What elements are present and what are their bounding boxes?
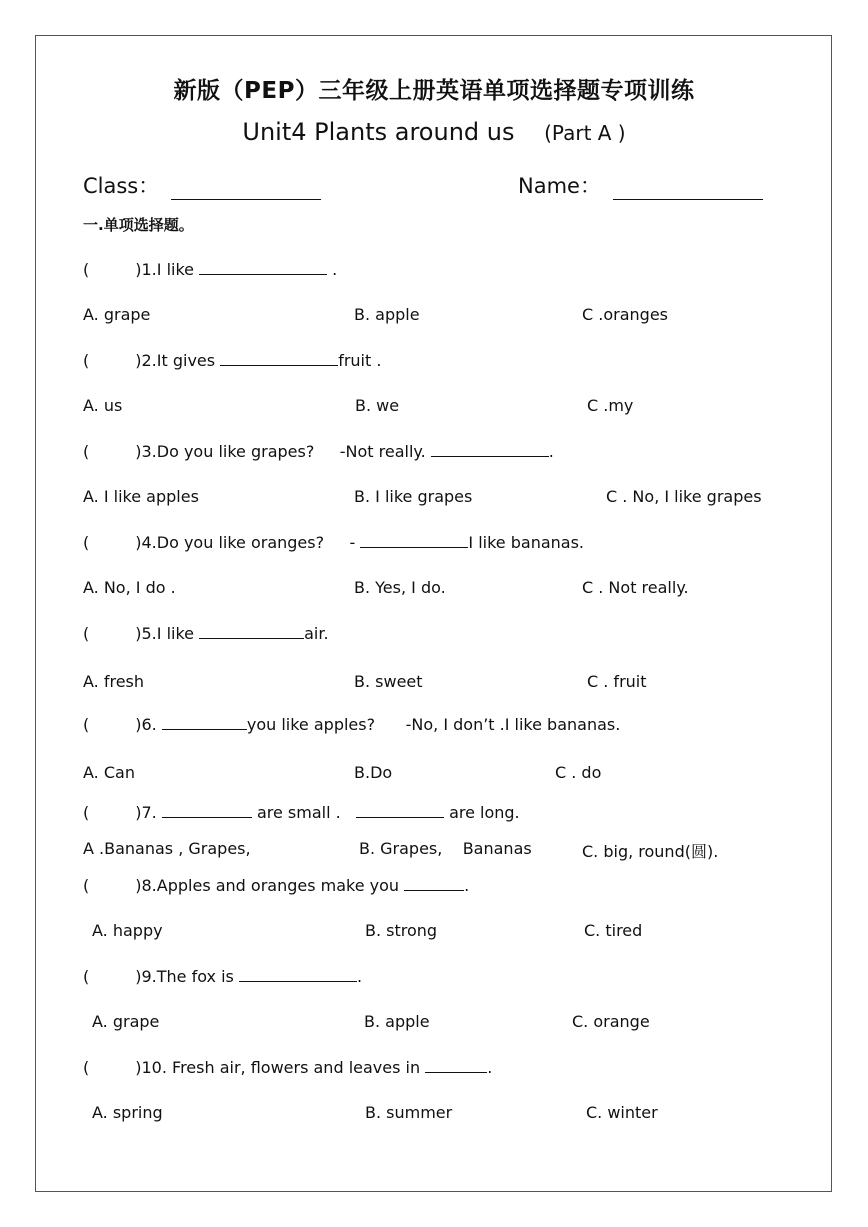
part-label: (Part A ) <box>544 121 626 145</box>
question-text: 2.It gives <box>141 351 216 370</box>
fill-in-blank[interactable] <box>404 876 464 891</box>
answer-paren-close: ) <box>135 351 142 370</box>
option-a[interactable]: A. Can <box>83 763 135 782</box>
option-c[interactable]: C. orange <box>572 1012 650 1031</box>
answer-paren-open: ( <box>83 715 90 734</box>
question-text-end: . <box>356 967 363 986</box>
option-b[interactable]: B. apple <box>354 305 420 324</box>
question-text-end: . <box>548 442 554 461</box>
question-6 <box>83 715 620 734</box>
question-1 <box>83 260 337 279</box>
question-text: 10. Fresh air, flowers and leaves in <box>141 1058 421 1077</box>
option-a[interactable]: A. grape <box>83 305 151 324</box>
question-text-end: . <box>487 1058 493 1077</box>
option-a[interactable]: A. spring <box>92 1103 163 1122</box>
question-text-middle: are small . <box>256 803 341 822</box>
option-c[interactable]: C . No, I like grapes <box>606 487 762 506</box>
option-a[interactable]: A. No, I do . <box>83 578 176 597</box>
fill-in-blank[interactable] <box>239 967 357 982</box>
fill-in-blank[interactable] <box>162 715 247 730</box>
name-blank[interactable] <box>613 177 763 200</box>
option-b[interactable]: B.Do <box>354 763 393 782</box>
section-title: 一.单项选择题。 <box>83 216 194 234</box>
question-text-end: . <box>464 876 470 895</box>
question-10 <box>83 1058 492 1077</box>
answer-paren-open: ( <box>83 442 90 461</box>
question-text: 5.I like <box>141 624 194 643</box>
option-c[interactable]: C .oranges <box>582 305 668 324</box>
option-b[interactable]: B. Grapes, Bananas <box>359 839 532 858</box>
answer-paren-close: ) <box>135 442 142 461</box>
option-c[interactable]: C . fruit <box>587 672 647 691</box>
question-5 <box>83 624 329 643</box>
question-text-end: air. <box>304 624 329 643</box>
question-3 <box>83 442 554 461</box>
class-label: Class： <box>83 174 160 198</box>
option-b[interactable]: B. strong <box>365 921 438 940</box>
option-c[interactable]: C . do <box>555 763 602 782</box>
option-c[interactable]: C. big, round(圆). <box>582 842 719 861</box>
answer-paren-open: ( <box>83 967 90 986</box>
question-2 <box>83 351 381 370</box>
option-a[interactable]: A. I like apples <box>83 487 199 506</box>
option-c[interactable]: C. winter <box>586 1103 658 1122</box>
fill-in-blank[interactable] <box>199 260 327 275</box>
question-9 <box>83 967 362 986</box>
answer-paren-open: ( <box>83 1058 90 1077</box>
option-a[interactable]: A. us <box>83 396 123 415</box>
answer-paren-close: ) <box>135 624 142 643</box>
worksheet-title: 新版（PEP）三年级上册英语单项选择题专项训练 <box>173 78 695 104</box>
answer-paren-close: ) <box>135 876 142 895</box>
option-a[interactable]: A. fresh <box>83 672 145 691</box>
question-text: 9.The fox is <box>141 967 234 986</box>
question-text: 3.Do you like grapes? -Not really. <box>141 442 426 461</box>
class-blank[interactable] <box>171 177 321 200</box>
unit-subtitle <box>0 118 868 146</box>
fill-in-blank[interactable] <box>425 1058 487 1073</box>
unit-title: Unit4 Plants around us <box>242 118 515 146</box>
question-8 <box>83 876 469 895</box>
option-c[interactable]: C .my <box>587 396 634 415</box>
spacer <box>341 803 356 822</box>
question-text: 6. <box>141 715 157 734</box>
answer-paren-open: ( <box>83 260 90 279</box>
answer-paren-close: ) <box>135 967 142 986</box>
option-b[interactable]: B. apple <box>364 1012 430 1031</box>
question-text: 1.I like <box>141 260 194 279</box>
option-c[interactable]: C. tired <box>584 921 643 940</box>
question-text: 8.Apples and oranges make you <box>141 876 400 895</box>
answer-paren-close: ) <box>135 803 142 822</box>
fill-in-blank[interactable] <box>431 442 549 457</box>
answer-paren-open: ( <box>83 876 90 895</box>
fill-in-blank[interactable] <box>162 803 252 818</box>
fill-in-blank[interactable] <box>360 533 468 548</box>
answer-paren-close: ) <box>135 715 142 734</box>
option-a[interactable]: A. grape <box>92 1012 160 1031</box>
option-a[interactable]: A. happy <box>92 921 163 940</box>
class-field <box>83 170 321 200</box>
fill-in-blank[interactable] <box>199 624 304 639</box>
question-text: 4.Do you like oranges? - <box>141 533 356 552</box>
question-text-end: I like bananas. <box>468 533 584 552</box>
name-label: Name： <box>518 174 601 198</box>
answer-paren-open: ( <box>83 624 90 643</box>
option-c[interactable]: C . Not really. <box>582 578 689 597</box>
option-b[interactable]: B. summer <box>365 1103 453 1122</box>
fill-in-blank-2[interactable] <box>356 803 444 818</box>
question-text-end: are long. <box>449 803 520 822</box>
option-b[interactable]: B. I like grapes <box>354 487 473 506</box>
question-text: 7. <box>141 803 157 822</box>
fill-in-blank[interactable] <box>220 351 338 366</box>
option-b[interactable]: B. Yes, I do. <box>354 578 446 597</box>
question-4 <box>83 533 584 552</box>
question-text-end: you like apples? -No, I don’t .I like bananas. <box>246 715 621 734</box>
option-b[interactable]: B. sweet <box>354 672 423 691</box>
question-7 <box>83 803 520 822</box>
answer-paren-open: ( <box>83 533 90 552</box>
option-b[interactable]: B. we <box>355 396 400 415</box>
answer-paren-open: ( <box>83 351 90 370</box>
name-field <box>518 170 763 200</box>
answer-paren-close: ) <box>135 1058 142 1077</box>
question-text-end: fruit . <box>338 351 382 370</box>
answer-paren-close: ) <box>135 533 142 552</box>
question-text-end: . <box>327 260 338 279</box>
answer-paren-open: ( <box>83 803 90 822</box>
answer-paren-close: ) <box>135 260 142 279</box>
option-a[interactable]: A .Bananas , Grapes, <box>83 839 251 858</box>
